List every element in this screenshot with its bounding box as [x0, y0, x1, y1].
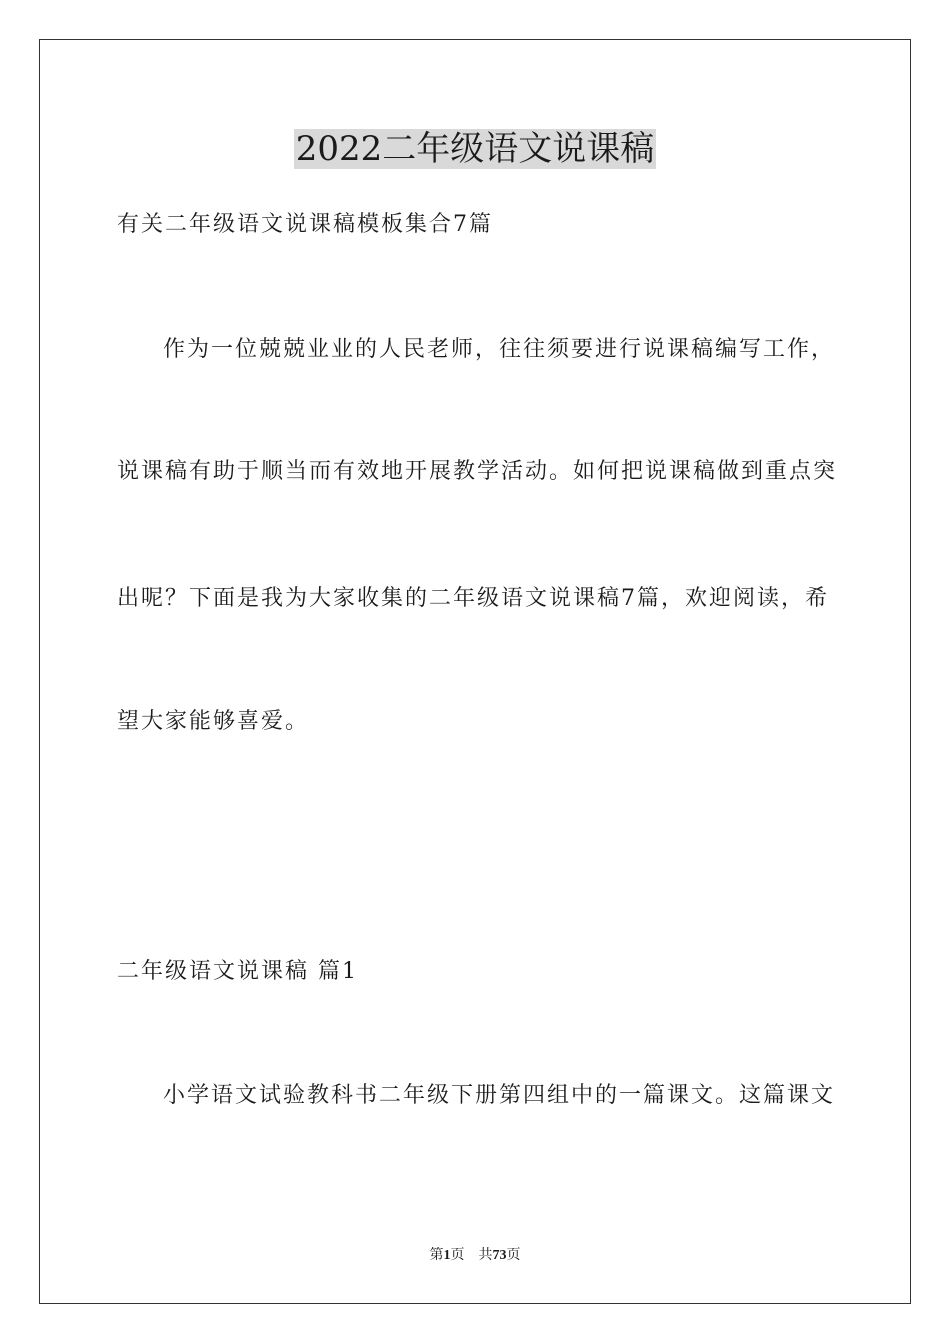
footer-page-number: 1 — [443, 1248, 451, 1263]
footer-page-suffix: 页 — [450, 1248, 465, 1263]
section-heading: 二年级语文说课稿 篇1 — [117, 959, 358, 984]
footer-total-prefix: 共 — [478, 1248, 493, 1263]
footer-total-pages: 73 — [492, 1248, 507, 1263]
footer-page-prefix: 第 — [429, 1248, 444, 1263]
intro-line-4: 望大家能够喜爱。 — [117, 709, 310, 734]
page-footer — [0, 1247, 950, 1265]
document-title-text: 2022二年级语文说课稿 — [295, 129, 655, 169]
section-line-1: 小学语文试验教科书二年级下册第四组中的一篇课文。这篇课文 — [163, 1083, 836, 1108]
intro-line-2: 说课稿有助于顺当而有效地开展教学活动。如何把说课稿做到重点突 — [117, 459, 838, 484]
intro-line-1: 作为一位兢兢业业的人民老师，往往须要进行说课稿编写工作， — [163, 337, 836, 362]
document-title — [0, 126, 950, 172]
document-subtitle: 有关二年级语文说课稿模板集合7篇 — [117, 212, 493, 237]
footer-total-suffix: 页 — [506, 1248, 521, 1263]
intro-line-3: 出呢？下面是我为大家收集的二年级语文说课稿7篇，欢迎阅读，希 — [117, 586, 829, 611]
